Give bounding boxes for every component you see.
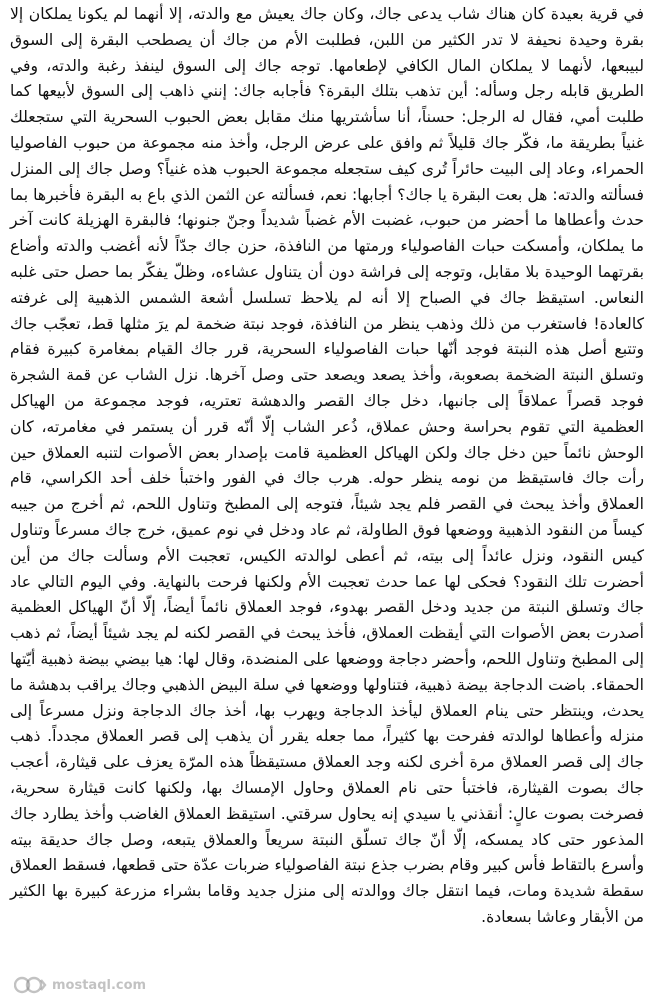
watermark: [14, 974, 146, 996]
story-paragraph: في قرية بعيدة كان هناك شاب يدعى جاك، وكان جاك يعيش مع والدته، إلا أنهما لم يكونا يملكان إلا بقرة وحيدة نحيفة لا تدر الكثير من اللبن، فطلبت الأم من جاك أن يصطحب البقرة إلى السوق لبيبعها، لأنهما لا يملكان المال الكافي لإطعامها. توجه جاك إلى السوق لينفذ رغبة والدته، وفي الطريق قابله رجل وسأله: أين تذهب بتلك البقرة؟ فأجابه جاك: إنني ذاهب إلى السوق لأبيعها كما طلبت أمي، فقال له الرجل: حسناً، أنا سأشتريها منك مقابل بعض الحبوب السحرية التي ستجعلك غنياً بطريقة ما، فكّر جاك قليلاً ثم وافق على عرض الرجل، وأخذ منه مجموعة من حبوب الفاصوليا الحمراء، وعاد إلى البيت حائراً تُرى كيف ستجعله مجموعة الحبوب هذه غنياً؟ وصل جاك إلى المنزل فسألته والدته: هل بعت البقرة يا جاك؟ أجابها: نعم، فسألته عن الثمن الذي باع به البقرة فأخبرها بما حدث وأعطاها ما أحضر من حبوب، غضبت الأم غضباً شديداً وجنّ جنونها؛ فالبقرة الهزيلة كانت آخر ما يملكان، وأمسكت حبات الفاصولياء ورمتها من النافذة، حزن جاك جدّاً لأنه أغضب والدته وأضاع بقرتهما الوحيدة بلا مقابل، وتوجه إلى فراشة دون أن يتناول عشاءه، وظلّ يفكّر بما حصل حتى غلبه النعاس. استيقظ جاك في الصباح إلا أنه لم يلاحظ تسلسل أشعة الشمس الذهبية إلى غرفته كالعادة! فاستغرب من ذلك وذهب ينظر من النافذة، فوجد نبتة ضخمة لم يرَ مثلها قط، تعجّب جاك وتتبع أصل هذه النبتة فوجد أنّها حبات الفاصولياء السحرية، قرر جاك القيام بمغامرة كبيرة فقام وتسلق النبتة الضخمة بصعوبة، وأخذ يصعد ويصعد حتى وصل آخرها. نزل الشاب عن قمة الشجرة فوجد قصراً عملاقاً إلى جانبها، دخل جاك القصر والدهشة تعتريه، فوجد مجموعة من الهياكل العظمية التي تقوم بحراسة وحش عملاق، ذُعر الشاب إلّا أنّه قرر أن يستمر في مغامرته، كان الوحش نائماً حين دخل جاك ولكن الهياكل العظمية قامت بإصدار بعض الأصوات لتنبه العملاق حين رأت جاك فاستيقظ من نومه ينظر حوله. هرب جاك في الفور واختبأ خلف أحد الكراسي، قام العملاق وأخذ يبحث في القصر فلم يجد شيئاً، فتوجه إلى المطبخ وتناول اللحم، ثم أخرج من جيبه كيساً من النقود الذهبية ووضعها فوق الطاولة، ثم عاد ودخل في نوم عميق، خرج جاك مسرعاً وتناول كيس النقود، ونزل عائداً إلى بيته، ثم أعطى لوالدته الكيس، تعجبت الأم وسألت جاك من أين أحضرت تلك النقود؟ فحكى لها عما حدث تعجبت الأم ولكنها فرحت بالنهاية. وفي اليوم التالي عاد جاك وتسلق النبتة من جديد ودخل القصر بهدوء، فوجد العملاق نائماً أيضاً، إلّا أنّ الهياكل العظمية أصدرت بعض الأصوات التي أيقظت العملاق، فأخذ يبحث في القصر لكنه لم يجد شيئاً أيضاً، ثم ذهب إلى المطبخ وتناول اللحم، وأحضر دجاجة ووضعها على المنضدة، وقال لها: هيا بيضي بيضة ذهبية أيّتها الحمقاء. باضت الدجاجة بيضة ذهبية، فتناولها ووضعها في سلة البيض الذهبي وجاك يراقب بدهشة ما يحدث، وينتظر حتى ينام العملاق ليأخذ الدجاجة ويهرب بها، أخذ جاك الدجاجة ونزل مسرعاً إلى منزله وأعطاها لوالدته ففرحت بها كثيراً، مما جعله يقرر أن يذهب إلى قصر العملاق مجدداً. ذهب جاك إلى قصر العملاق مرة أخرى لكنه وجد العملاق مستيقظاً هذه المرّة يعزف على قيثارة، أعجب جاك بصوت القيثارة، فاختبأ حتى نام العملاق وحاول الإمساك بها، ولكنها كانت قيثارة سحرية، فصرخت بصوت عالٍ: أنقذني يا سيدي إنه يحاول سرقتي. استيقظ العملاق الغاضب وأخذ يطارد جاك المذعور حتى كاد يمسكه، إلّا أنّ جاك تسلّق النبتة سريعاً والعملاق يتبعه، وصل جاك حديقة بيته وأسرع بالتقاط فأس كبير وقام بضرب جذع نبتة الفاصولياء ضربات عدّة حتى قطعها، فسقط العملاق سقطة شديدة ومات، فيما انتقل جاك ووالدته إلى منزل جديد وقاما بشراء مزرعة كبيرة بها الكثير من الأبقار وعاشا بسعادة.: [10, 5, 644, 926]
watermark-text: mostaql.com: [52, 977, 147, 993]
mostaql-logo-icon: [14, 974, 48, 996]
document-page: [10, 2, 644, 998]
